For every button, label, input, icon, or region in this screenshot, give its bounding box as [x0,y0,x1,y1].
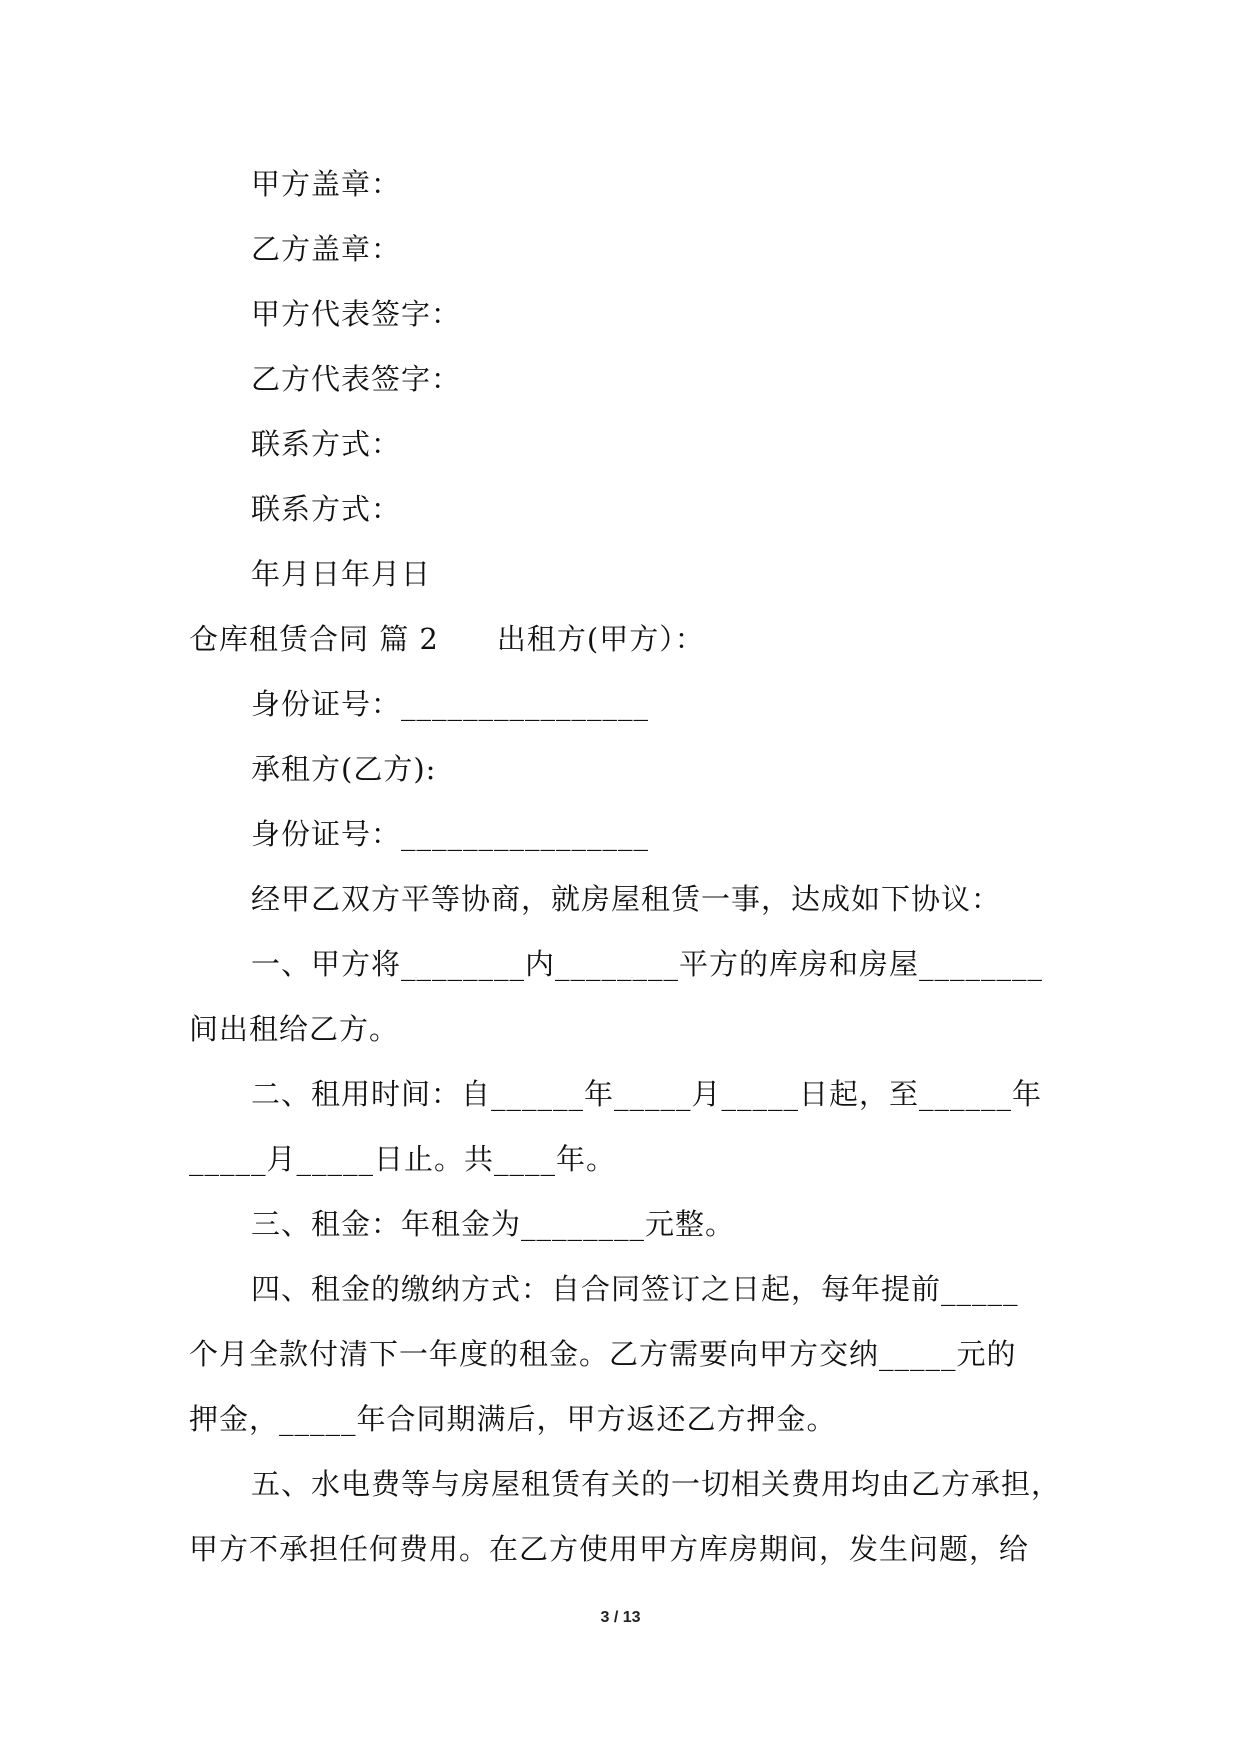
signature-line-party-b: 乙方代表签字： [251,362,462,396]
page-number: 3 / 13 [600,1609,641,1626]
clause-4-line-3: 押金，_____年合同期满后，甲方返还乙方押金。 [189,1402,837,1436]
stamp-line-party-a: 甲方盖章： [251,167,402,201]
clause-1-line-2: 间出租给乙方。 [189,1012,400,1046]
lessor-label: 出租方(甲方）： [496,622,705,656]
contact-line-party-b: 联系方式： [251,492,402,526]
clause-1-line-1: 一、甲方将________内________平方的库房和房屋________ [251,947,1044,981]
lessee-label: 承租方(乙方): [251,752,437,786]
signature-line-party-a: 甲方代表签字： [251,297,462,331]
clause-5-line-1: 五、水电费等与房屋租赁有关的一切相关费用均由乙方承担， [251,1467,1062,1501]
clause-4-line-1: 四、租金的缴纳方式：自合同签订之日起，每年提前_____ [251,1272,1019,1306]
id-number-line-party-a: 身份证号：________________ [251,687,650,721]
date-line: 年月日年月日 [251,557,432,591]
clause-2-line-1: 二、租用时间：自______年_____月_____日起，至______年 [251,1077,1043,1111]
stamp-line-party-b: 乙方盖章： [251,232,402,266]
clause-2-line-2: _____月_____日止。共____年。 [189,1142,617,1176]
id-number-line-party-b: 身份证号：________________ [251,817,650,851]
clause-3-line-1: 三、租金：年租金为________元整。 [251,1207,736,1241]
agreement-intro: 经甲乙双方平等协商，就房屋租赁一事，达成如下协议： [251,882,1002,916]
section-heading-line [189,619,705,659]
clause-4-line-2: 个月全款付清下一年度的租金。乙方需要向甲方交纳_____元的 [189,1337,1017,1371]
section-heading: 仓库租赁合同 篇 2 [189,622,439,656]
contact-line-party-a: 联系方式： [251,427,402,461]
clause-5-line-2: 甲方不承担任何费用。在乙方使用甲方库房期间，发生问题，给 [189,1532,1030,1566]
